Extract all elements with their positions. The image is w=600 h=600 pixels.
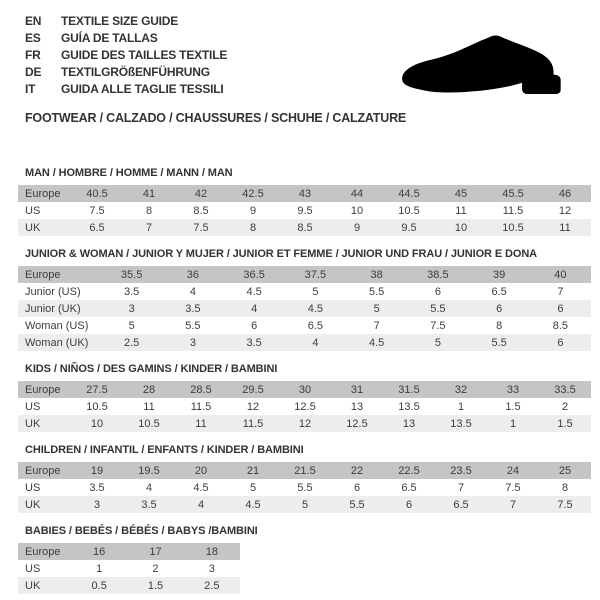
table-row <box>18 577 240 594</box>
size-section-man <box>18 167 591 236</box>
size-section-babies <box>18 525 591 594</box>
size-cell: 4 <box>197 498 205 511</box>
size-cell: 42.5 <box>242 187 264 200</box>
size-cell: 38 <box>370 268 383 281</box>
size-cell: 7 <box>373 319 380 332</box>
size-cell: 5.5 <box>297 481 313 494</box>
size-cell: 10 <box>454 221 468 234</box>
size-cell: 6.5 <box>453 498 469 511</box>
size-table-man <box>18 185 591 236</box>
size-cell: 5.5 <box>368 285 385 298</box>
table-row <box>18 266 591 283</box>
row-label: Europe <box>25 187 61 200</box>
size-cell: 5.5 <box>349 498 365 511</box>
size-cell: 35.5 <box>120 268 143 281</box>
size-cell: 8.5 <box>193 204 209 217</box>
size-cell: 43 <box>298 187 312 200</box>
size-cell: 6 <box>405 498 413 511</box>
size-cell: 3.5 <box>89 481 105 494</box>
language-code: IT <box>25 82 36 96</box>
size-cell: 4.5 <box>246 285 262 298</box>
size-cell: 17 <box>149 545 162 558</box>
size-section-junior-woman <box>18 248 591 351</box>
size-cell: 2.5 <box>204 579 220 592</box>
table-row <box>18 543 240 560</box>
size-cell: 7.5 <box>193 221 209 234</box>
size-cell: 3.5 <box>141 498 157 511</box>
language-row <box>25 13 227 30</box>
size-cell: 3.5 <box>123 285 140 298</box>
row-label: US <box>25 400 41 413</box>
row-label: US <box>25 204 41 217</box>
table-row <box>18 381 591 398</box>
size-cell: 33.5 <box>554 383 576 396</box>
size-cell: 28.5 <box>190 383 212 396</box>
table-row <box>18 398 591 415</box>
size-cell: 7.5 <box>430 319 446 332</box>
row-label: Europe <box>25 545 61 558</box>
size-cell: 3 <box>189 336 196 349</box>
size-section-children <box>18 444 591 513</box>
size-cell: 3 <box>128 302 135 315</box>
size-cell: 45.5 <box>502 187 524 200</box>
size-cell: 21.5 <box>294 464 316 477</box>
size-cell: 7 <box>145 221 153 234</box>
size-cell: 16 <box>93 545 106 558</box>
size-cell: 5 <box>312 285 319 298</box>
size-cell: 5.5 <box>491 336 507 349</box>
size-cell: 10.5 <box>502 221 524 234</box>
size-cell: 6 <box>496 302 503 315</box>
size-cell: 45 <box>454 187 468 200</box>
size-cell: 5 <box>434 336 441 349</box>
row-label: Europe <box>25 383 61 396</box>
language-label: GUIDA ALLE TAGLIE TESSILI <box>61 82 224 96</box>
size-cell: 7.5 <box>89 204 105 217</box>
row-label: Junior (UK) <box>25 302 81 315</box>
size-cell: 7.5 <box>505 481 521 494</box>
size-cell: 39 <box>493 268 506 281</box>
size-cell: 19 <box>90 464 104 477</box>
size-cell: 9 <box>353 221 361 234</box>
table-row <box>18 334 591 351</box>
row-label: US <box>25 562 41 575</box>
size-cell: 3 <box>93 498 101 511</box>
size-cell: 12.5 <box>294 400 316 413</box>
size-cell: 4 <box>145 481 153 494</box>
row-label: UK <box>25 417 41 430</box>
size-cell: 24 <box>506 464 520 477</box>
size-cell: 31 <box>350 383 364 396</box>
size-cell: 2.5 <box>123 336 140 349</box>
size-cell: 18 <box>205 545 218 558</box>
row-label: UK <box>25 221 41 234</box>
size-cell: 28 <box>142 383 156 396</box>
size-cell: 32 <box>454 383 468 396</box>
size-cell: 5 <box>249 481 257 494</box>
size-cell: 46 <box>558 187 572 200</box>
size-cell: 37.5 <box>304 268 327 281</box>
section-title-babies: BABIES / BEBÉS / BÉBÉS / BABYS /BAMBINI <box>25 525 258 537</box>
size-cell: 11 <box>455 204 467 217</box>
size-cell: 9.5 <box>297 204 313 217</box>
row-label: Woman (UK) <box>25 336 89 349</box>
size-cell: 13 <box>350 400 364 413</box>
size-cell: 11.5 <box>242 417 264 430</box>
size-cell: 7 <box>509 498 517 511</box>
size-cell: 40.5 <box>86 187 108 200</box>
row-label: Woman (US) <box>25 319 89 332</box>
size-cell: 11 <box>559 221 571 234</box>
size-cell: 12.5 <box>346 417 368 430</box>
size-cell: 5 <box>128 319 135 332</box>
size-cell: 4.5 <box>368 336 385 349</box>
size-cell: 4.5 <box>193 481 209 494</box>
language-list <box>25 13 227 98</box>
size-table-junior-woman <box>18 266 591 351</box>
size-tables <box>18 167 591 600</box>
table-row <box>18 415 591 432</box>
header <box>25 13 227 98</box>
row-label: UK <box>25 498 41 511</box>
row-label: US <box>25 481 41 494</box>
size-cell: 41 <box>142 187 156 200</box>
size-cell: 2 <box>561 400 569 413</box>
size-cell: 5.5 <box>430 302 446 315</box>
size-cell: 40 <box>554 268 567 281</box>
size-cell: 44 <box>350 187 364 200</box>
size-cell: 6.5 <box>401 481 417 494</box>
size-cell: 4.5 <box>245 498 261 511</box>
size-cell: 2 <box>152 562 159 575</box>
size-cell: 38.5 <box>427 268 449 281</box>
language-row <box>25 81 227 98</box>
size-cell: 12 <box>246 400 260 413</box>
section-title-man: MAN / HOMBRE / HOMME / MANN / MAN <box>25 167 233 179</box>
size-cell: 33 <box>506 383 520 396</box>
size-cell: 1 <box>509 417 517 430</box>
section-title-children: CHILDREN / INFANTIL / ENFANTS / KINDER / BAMBINI <box>25 444 304 456</box>
size-cell: 4 <box>312 336 319 349</box>
size-cell: 4 <box>189 285 196 298</box>
size-cell: 3.5 <box>246 336 262 349</box>
size-cell: 13.5 <box>398 400 420 413</box>
language-row <box>25 64 227 81</box>
size-cell: 5 <box>301 498 309 511</box>
size-cell: 6 <box>353 481 361 494</box>
language-code: EN <box>25 14 42 28</box>
size-cell: 36.5 <box>243 268 265 281</box>
language-row <box>25 30 227 47</box>
size-cell: 9.5 <box>401 221 417 234</box>
table-row <box>18 496 591 513</box>
language-label: TEXTILGRÖßENFÜHRUNG <box>61 65 210 79</box>
size-cell: 1.5 <box>147 579 164 592</box>
size-cell: 31.5 <box>398 383 420 396</box>
size-cell: 27.5 <box>86 383 108 396</box>
row-label: Europe <box>25 464 61 477</box>
size-cell: 8 <box>561 481 569 494</box>
size-cell: 36 <box>186 268 199 281</box>
size-cell: 6 <box>557 336 564 349</box>
table-row <box>18 479 591 496</box>
table-row <box>18 560 240 577</box>
size-cell: 10.5 <box>138 417 160 430</box>
size-cell: 1 <box>96 562 103 575</box>
language-code: FR <box>25 48 41 62</box>
table-row <box>18 462 591 479</box>
size-cell: 6 <box>251 319 258 332</box>
table-row <box>18 219 591 236</box>
size-cell: 10 <box>90 417 104 430</box>
size-cell: 7 <box>457 481 465 494</box>
size-cell: 6 <box>434 285 441 298</box>
size-cell: 10.5 <box>86 400 108 413</box>
size-cell: 1.5 <box>505 400 521 413</box>
table-row <box>18 202 591 219</box>
size-cell: 11.5 <box>502 204 524 217</box>
size-cell: 25 <box>558 464 572 477</box>
table-row <box>18 317 591 334</box>
size-cell: 22 <box>350 464 364 477</box>
section-title-kids: KIDS / NIÑOS / DES GAMINS / KINDER / BAMBINI <box>25 363 278 375</box>
size-cell: 11 <box>143 400 155 413</box>
table-row <box>18 283 591 300</box>
size-table-kids <box>18 381 591 432</box>
size-cell: 3 <box>208 562 215 575</box>
size-cell: 0.5 <box>91 579 107 592</box>
table-row <box>18 185 591 202</box>
size-cell: 23.5 <box>450 464 472 477</box>
size-cell: 4 <box>251 302 258 315</box>
size-cell: 30 <box>298 383 312 396</box>
size-cell: 5 <box>373 302 380 315</box>
size-table-babies <box>18 543 240 594</box>
size-cell: 8 <box>249 221 257 234</box>
language-label: TEXTILE SIZE GUIDE <box>61 14 179 28</box>
size-cell: 11 <box>195 417 207 430</box>
size-cell: 7 <box>557 285 564 298</box>
size-cell: 20 <box>194 464 208 477</box>
size-cell: 6.5 <box>89 221 105 234</box>
category-line: FOOTWEAR / CALZADO / CHAUSSURES / SCHUHE / CALZATURE <box>25 111 407 125</box>
size-cell: 10 <box>350 204 364 217</box>
size-cell: 7.5 <box>557 498 573 511</box>
size-cell: 21 <box>246 464 260 477</box>
language-code: DE <box>25 65 42 79</box>
size-cell: 11.5 <box>190 400 212 413</box>
shoe-icon <box>398 33 576 96</box>
size-cell: 8.5 <box>552 319 569 332</box>
size-cell: 6.5 <box>307 319 324 332</box>
size-cell: 3.5 <box>185 302 201 315</box>
language-label: GUÍA DE TALLAS <box>61 31 158 45</box>
size-cell: 6.5 <box>491 285 507 298</box>
size-cell: 29.5 <box>242 383 264 396</box>
row-label: UK <box>25 579 41 592</box>
size-cell: 8 <box>496 319 503 332</box>
size-cell: 12 <box>558 204 572 217</box>
size-cell: 1 <box>457 400 465 413</box>
table-row <box>18 300 591 317</box>
size-cell: 44.5 <box>398 187 420 200</box>
size-cell: 22.5 <box>398 464 420 477</box>
size-cell: 42 <box>194 187 208 200</box>
size-cell: 10.5 <box>398 204 420 217</box>
size-cell: 8 <box>145 204 153 217</box>
row-label: Junior (US) <box>25 285 81 298</box>
size-cell: 8.5 <box>297 221 313 234</box>
size-cell: 4.5 <box>307 302 324 315</box>
row-label: Europe <box>25 268 61 281</box>
size-cell: 13.5 <box>450 417 472 430</box>
size-cell: 13 <box>402 417 416 430</box>
size-cell: 6 <box>557 302 564 315</box>
size-section-kids <box>18 363 591 432</box>
size-cell: 19.5 <box>138 464 160 477</box>
size-cell: 9 <box>249 204 257 217</box>
language-label: GUIDE DES TAILLES TEXTILE <box>61 48 228 62</box>
size-table-children <box>18 462 591 513</box>
size-cell: 1.5 <box>557 417 573 430</box>
language-row <box>25 47 227 64</box>
section-title-junior-woman: JUNIOR & WOMAN / JUNIOR Y MUJER / JUNIOR ET FEMME / JUNIOR UND FRAU / JUNIOR E DONA <box>25 248 538 260</box>
language-code: ES <box>25 31 41 45</box>
size-cell: 12 <box>298 417 312 430</box>
size-cell: 5.5 <box>185 319 201 332</box>
